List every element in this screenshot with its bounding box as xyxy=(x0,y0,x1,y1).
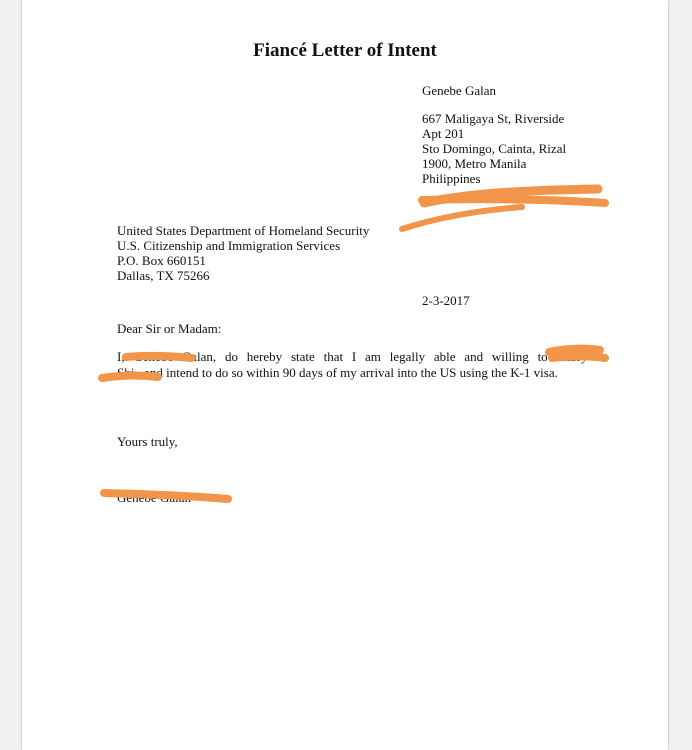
sender-address-line: Apt 201 xyxy=(422,126,465,141)
recipient-address-line: Dallas, TX 75266 xyxy=(117,268,210,283)
signature-name: Genebe Galan xyxy=(117,490,191,505)
sender-address-line: 667 Maligaya St, Riverside xyxy=(422,111,565,126)
sender-address-line: Sto Domingo, Cainta, Rizal xyxy=(422,141,567,156)
sender-name: Genebe Galan xyxy=(422,83,496,98)
recipient-address xyxy=(117,223,369,283)
body-paragraph-line: I, Genebe Galan, do hereby state that I am legally able and willing to marry A xyxy=(117,349,605,364)
letter-title: Fiancé Letter of Intent xyxy=(253,40,437,61)
redaction-stroke xyxy=(422,199,605,203)
closing: Yours truly, xyxy=(117,434,178,449)
redaction-stroke xyxy=(424,189,598,203)
recipient-address-line: United States Department of Homeland Security xyxy=(117,223,370,238)
sender-address xyxy=(422,111,566,186)
sender-address-line: Philippines xyxy=(422,171,481,186)
document-page xyxy=(22,0,668,750)
letter-date: 2-3-2017 xyxy=(422,293,470,308)
redaction-stroke xyxy=(402,207,522,229)
recipient-address-line: P.O. Box 660151 xyxy=(117,253,206,268)
salutation: Dear Sir or Madam: xyxy=(117,321,222,336)
sender-address-line: 1900, Metro Manila xyxy=(422,156,527,171)
recipient-address-line: U.S. Citizenship and Immigration Services xyxy=(117,238,341,253)
body-paragraph-line: Shi , and intend to do so within 90 days of my arrival into the US using the K-1 visa. xyxy=(117,365,558,380)
